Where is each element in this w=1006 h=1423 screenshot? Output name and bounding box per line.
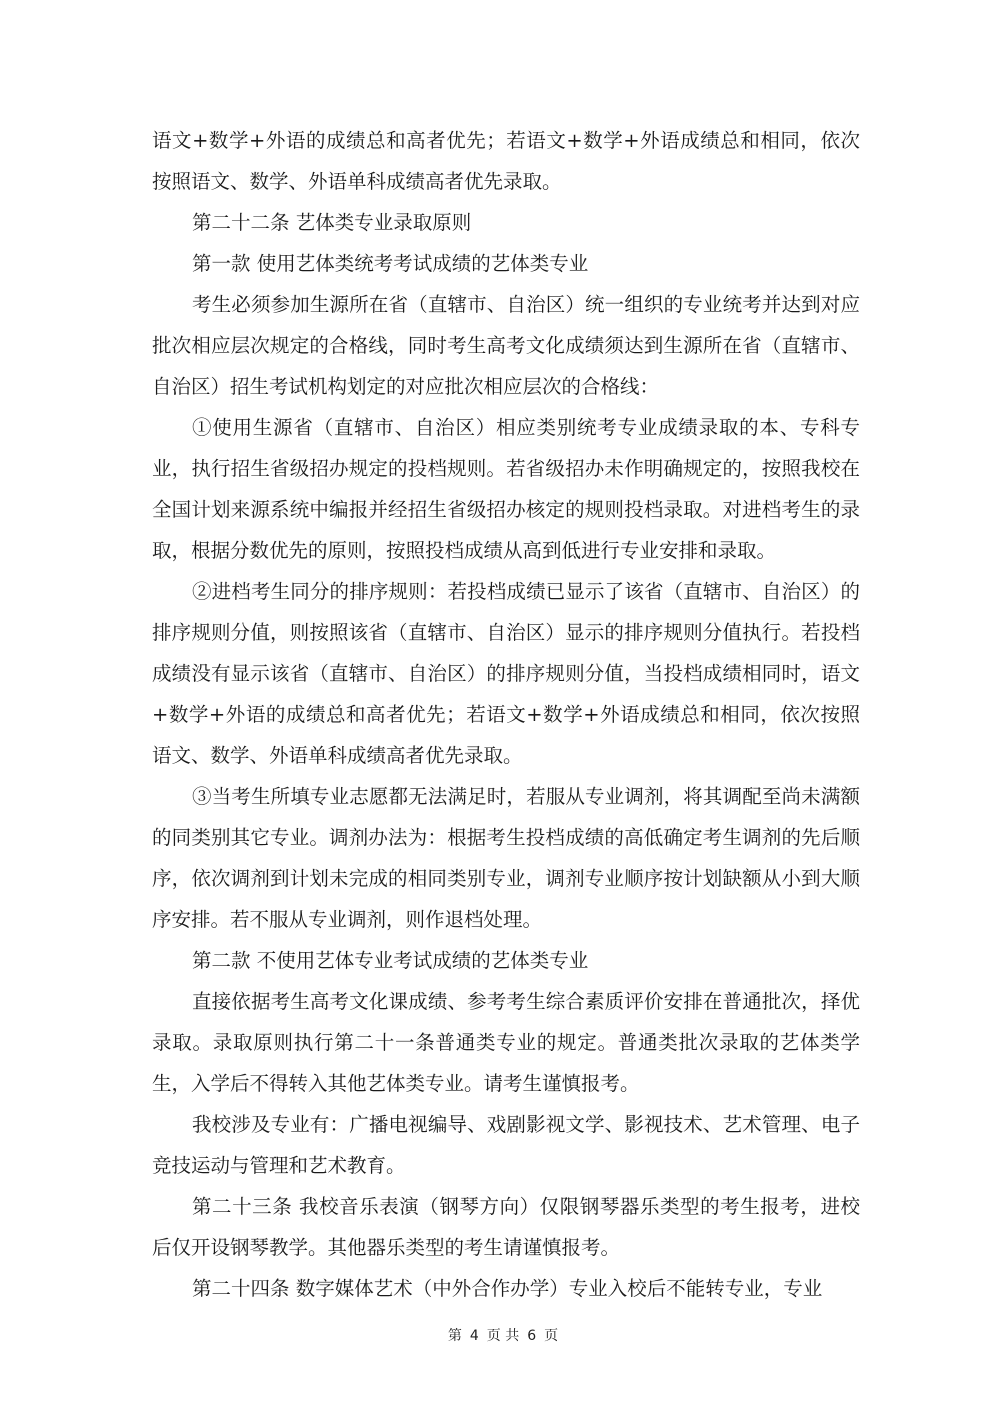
paragraph-item-2: ②进档考生同分的排序规则：若投档成绩已显示了该省（直辖市、自治区）的排序规则分值，则按照该省（直辖市、自治区）显示的排序规则分值执行。若投档成绩没有显示该省（直辖市、自治区）的排序规则分值，当投档成绩相同时，语文+数学+外语的成绩总和高者优先；若语文+数学+外语成绩总和相同，依次按照语文、数学、外语单科成绩高者优先录取。 bbox=[152, 580, 860, 767]
footer-current-page: 4 bbox=[469, 1328, 479, 1344]
paragraph-item-1: ①使用生源省（直辖市、自治区）相应类别统考专业成绩录取的本、专科专业，执行招生省级招办规定的投档规则。若省级招办未作明确规定的，按照我校在全国计划来源系统中编报并经招生省级招办核定的规则投档录取。对进档考生的录取，根据分数优先的原则，按照投档成绩从高到低进行专业安排和录取。 bbox=[152, 416, 860, 562]
clause-2-heading: 第二款 不使用艺体专业考试成绩的艺体类专业 bbox=[192, 949, 589, 972]
page-body bbox=[152, 120, 860, 1309]
paragraph-direct-admission: 直接依据考生高考文化课成绩、参考考生综合素质评价安排在普通批次，择优录取。录取原则执行第二十一条普通类专业的规定。普通类批次录取的艺体类学生，入学后不得转入其他艺体类专业。请考生谨慎报考。 bbox=[152, 990, 860, 1095]
footer-total-pages: 6 bbox=[527, 1328, 537, 1344]
article-24: 第二十四条 数字媒体艺术（中外合作办学）专业入校后不能转专业，专业 bbox=[192, 1277, 823, 1300]
paragraph-1: 语文+数学+外语的成绩总和高者优先；若语文+数学+外语成绩总和相同，依次按照语文、数学、外语单科成绩高者优先录取。 bbox=[152, 129, 860, 193]
paragraph-majors: 我校涉及专业有：广播电视编导、戏剧影视文学、影视技术、艺术管理、电子竞技运动与管理和艺术教育。 bbox=[152, 1113, 860, 1177]
paragraph-requirements: 考生必须参加生源所在省（直辖市、自治区）统一组织的专业统考并达到对应批次相应层次规定的合格线，同时考生高考文化成绩须达到生源所在省（直辖市、自治区）招生考试机构划定的对应批次相应层次的合格线： bbox=[152, 293, 860, 398]
footer-prefix: 第 bbox=[447, 1328, 462, 1344]
clause-1-heading: 第一款 使用艺体类统考考试成绩的艺体类专业 bbox=[192, 252, 589, 275]
footer-mid: 页 共 bbox=[486, 1328, 520, 1344]
footer-suffix: 页 bbox=[544, 1328, 559, 1344]
paragraph-item-3: ③当考生所填专业志愿都无法满足时，若服从专业调剂，将其调配至尚未满额的同类别其它专业。调剂办法为：根据考生投档成绩的高低确定考生调剂的先后顺序，依次调剂到计划未完成的相同类别专业，调剂专业顺序按计划缺额从小到大顺序安排。若不服从专业调剂，则作退档处理。 bbox=[152, 785, 860, 931]
article-23: 第二十三条 我校音乐表演（钢琴方向）仅限钢琴器乐类型的考生报考，进校后仅开设钢琴教学。其他器乐类型的考生请谨慎报考。 bbox=[152, 1195, 860, 1259]
page-footer bbox=[0, 1326, 1006, 1346]
article-22-heading: 第二十二条 艺体类专业录取原则 bbox=[192, 211, 472, 234]
